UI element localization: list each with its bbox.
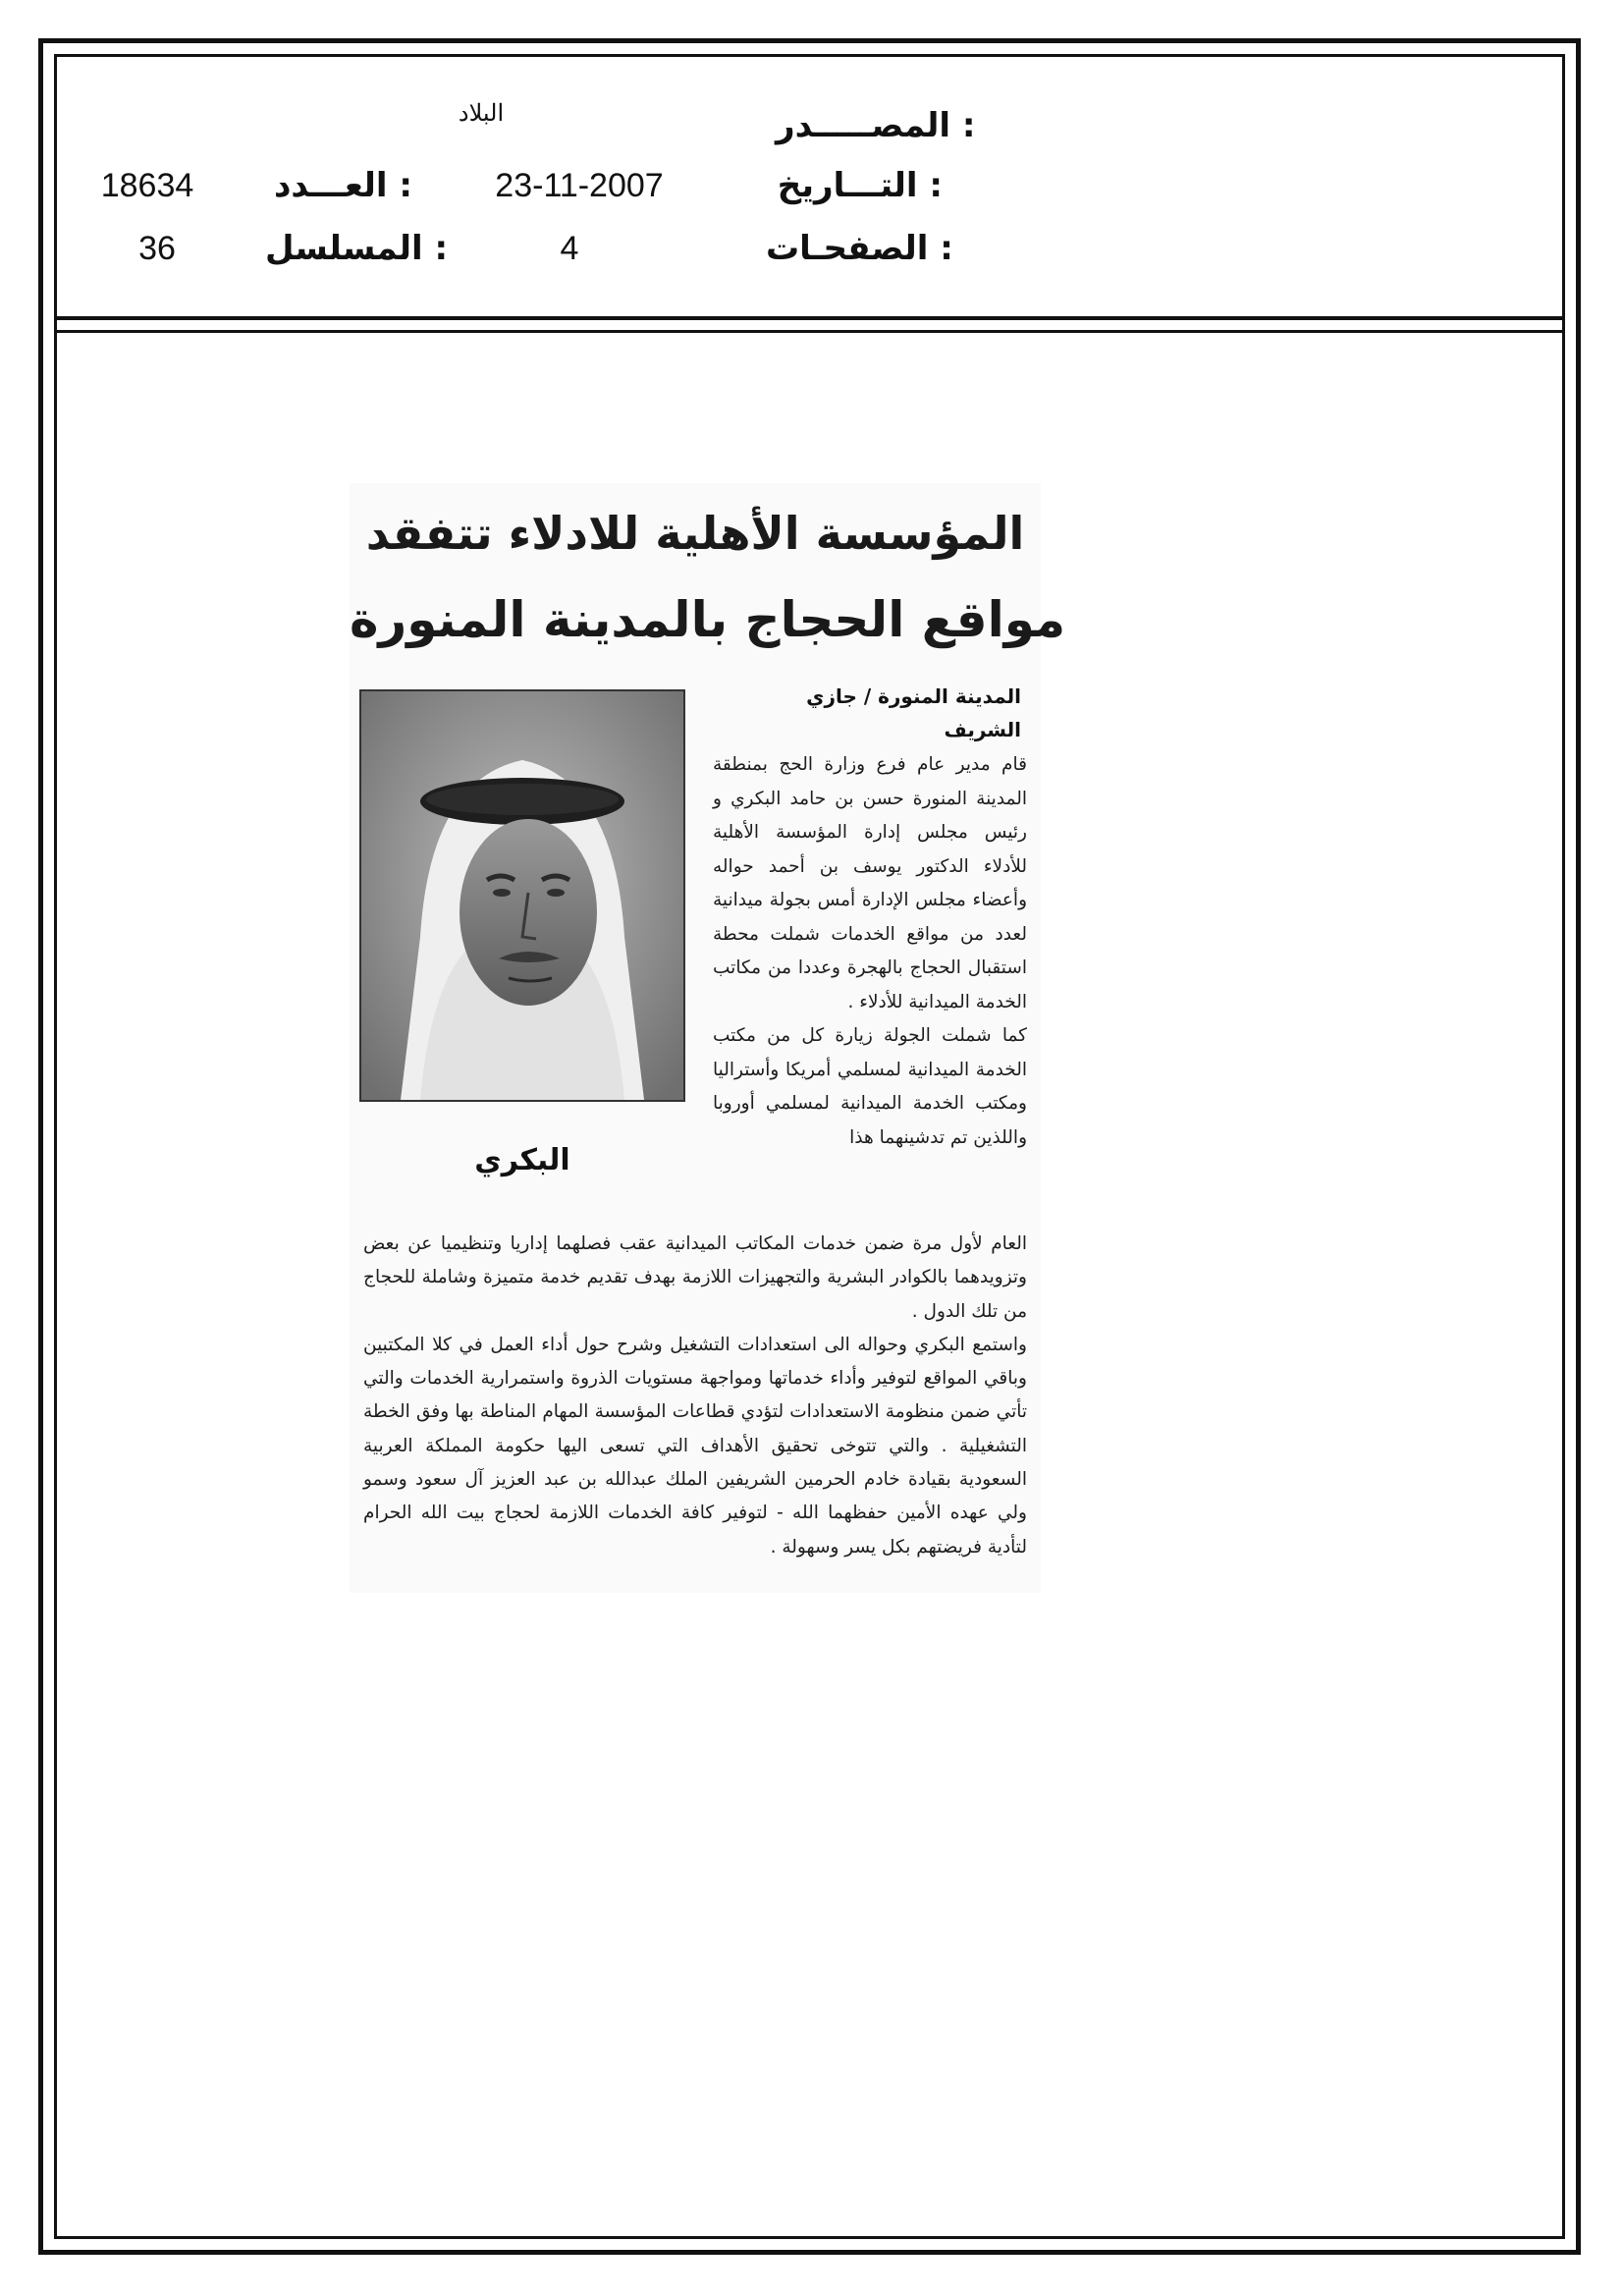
article-column-wide	[363, 1228, 1027, 1564]
portrait-photo	[359, 689, 685, 1102]
article-paragraph-3: واستمع البكري وحواله الى استعدادات التشغيل وشرح حول أداء العمل في كلا المكتبين وباقي المواقع لتوفير وأداء خدماتها ومواجهة مستويات الذروة واستمرارية الخدمات والتي تأتي ضمن منظومة الاستعدادات لتؤدي قطاعات المؤسسة المهام المناطة بها وفق الخطة التشغيلية . والتي تتوخى تحقيق الأهداف التي تسعى اليها حكومة المملكة العربية السعودية بقيادة خادم الحرمين الشريفين الملك عبدالله بن عبد العزيز آل سعود وسمو ولي عهده الأمين حفظهما الله - لتوفير كافة الخدمات اللازمة لحجاج بيت الله الحرام لتأدية فريضتهم بكل يسر وسهولة .	[363, 1334, 1027, 1558]
serial-label: المسلسل :	[265, 229, 449, 268]
byline	[727, 680, 1021, 746]
issue-label: العـــدد :	[273, 166, 412, 205]
header-divider	[54, 316, 1565, 320]
byline-line-1: المدينة المنورة / جازي	[806, 684, 1021, 708]
headline-line-2: مواقع الحجاج بالمدينة المنورة	[350, 591, 1066, 648]
date-value: 23-11-2007	[495, 167, 664, 204]
article-clipping	[350, 483, 1066, 1593]
photo-caption: البكري	[474, 1143, 570, 1177]
article-paragraph-2-continued: العام لأول مرة ضمن خدمات المكاتب الميدانية عقب فصلهما إداريا وتنظيميا عن بعض وتزويدهما بالكوادر البشرية والتجهيزات اللازمة بهدف تقديم خدمة متميزة وشاملة للحجاج من تلك الدول .	[363, 1233, 1027, 1322]
article-paragraph-2: كما شملت الجولة زيارة كل من مكتب الخدمة الميدانية لمسلمي أمريكا وأستراليا ومكتب الخدمة الميدانية لمسلمي أوروبا واللذين تم تدشينهما هذا	[713, 1025, 1027, 1148]
date-label: التـــاريخ :	[777, 166, 943, 205]
serial-value: 36	[138, 230, 176, 267]
pages-value: 4	[560, 230, 579, 267]
source-label: المصـــــدر :	[776, 106, 976, 145]
portrait-image	[361, 691, 683, 1100]
header-divider-inner	[54, 330, 1565, 333]
headline-line-1: المؤسسة الأهلية للادلاء تتفقد	[365, 507, 1025, 560]
byline-line-2: الشريف	[944, 718, 1021, 741]
article-column-narrow	[713, 748, 1027, 1155]
pages-label: الصفحـات :	[766, 229, 953, 268]
source-value: البلاد	[458, 100, 505, 127]
issue-value: 18634	[100, 167, 194, 204]
article-paragraph-1: قام مدير عام فرع وزارة الحج بمنطقة المدينة المنورة حسن بن حامد البكري و رئيس مجلس إدارة المؤسسة الأهلية للأدلاء الدكتور يوسف بن أحمد حواله وأعضاء مجلس الإدارة أمس بجولة ميدانية لعدد من مواقع الخدمات شملت محطة استقبال الحجاج بالهجرة وعددا من مكاتب الخدمة الميدانية للأدلاء .	[713, 754, 1027, 1012]
